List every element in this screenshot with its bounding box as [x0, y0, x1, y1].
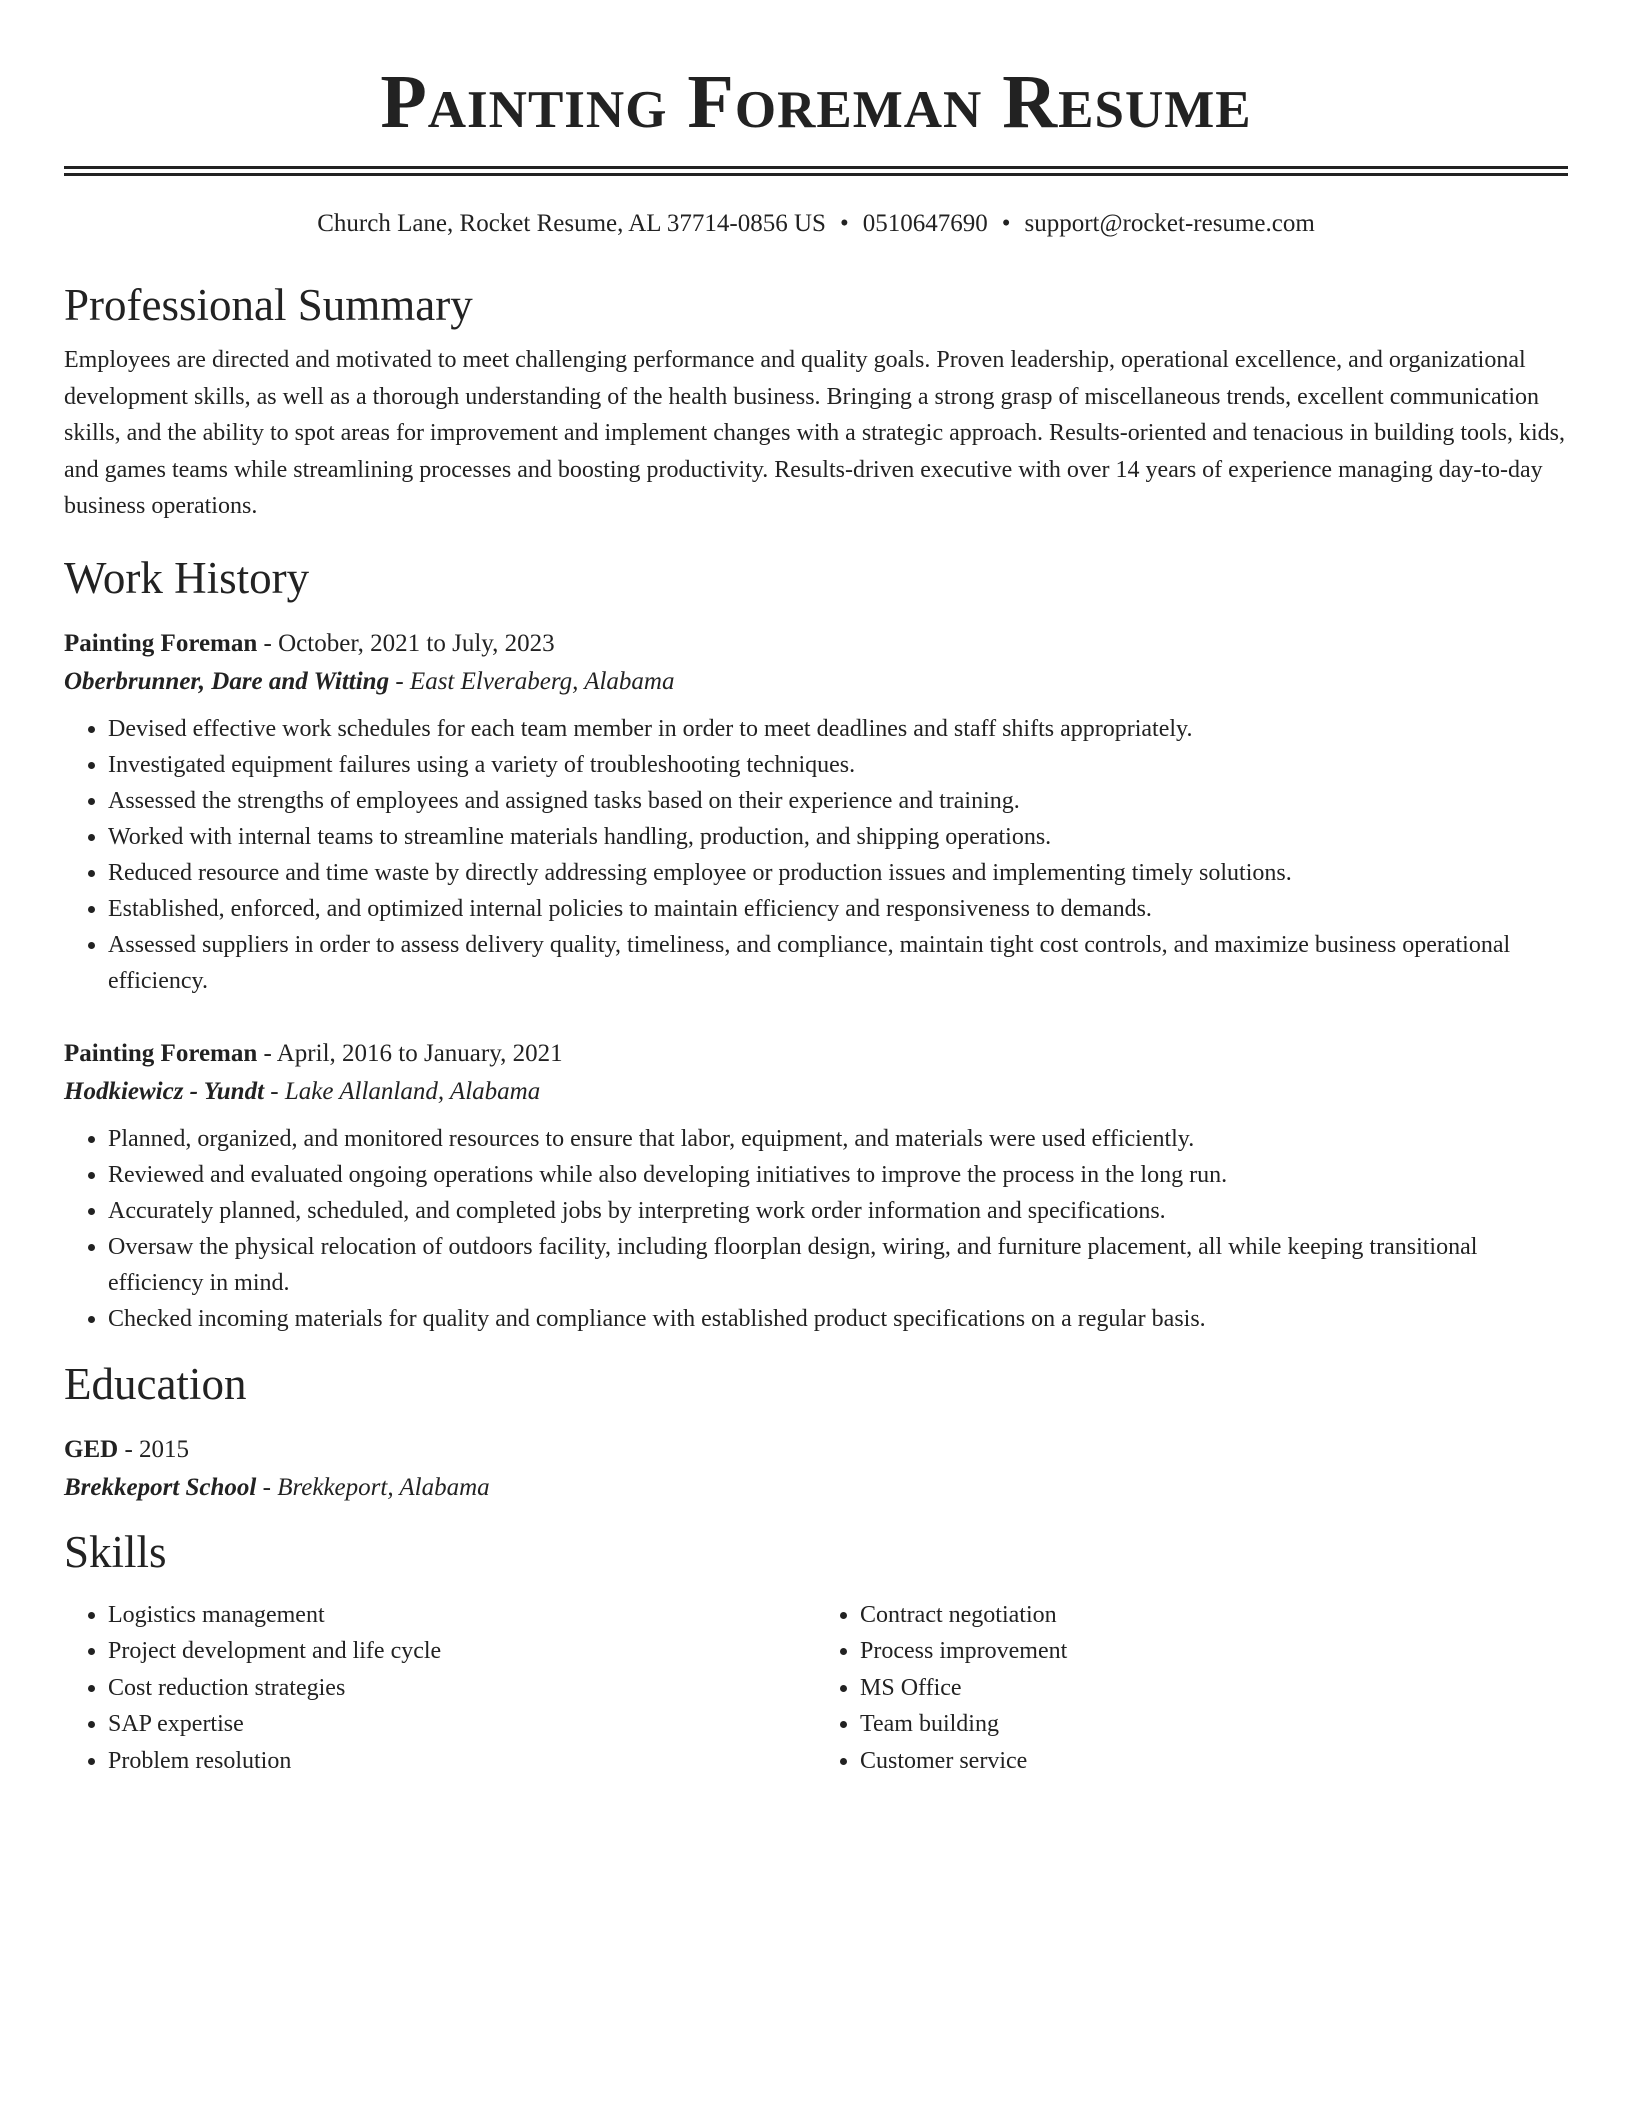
job-company-line	[64, 663, 1568, 701]
list-item: • Reviewed and evaluated ongoing operations while also developing initiatives to improve the process in the long run.	[108, 1157, 1568, 1193]
education-header	[64, 1431, 1568, 1469]
skill-item: • Contract negotiation	[860, 1597, 1568, 1634]
job-title: Painting Foreman	[64, 629, 258, 657]
education-school: Brekkeport School	[64, 1473, 257, 1501]
summary-text: Employees are directed and motivated to meet challenging performance and quality goals. Proven leadership, operational excellence, and organizational development skills, as well as a thorough understanding of the health business. Bringing a strong grasp of miscellaneous trends, excellent communication skills, and the ability to spot areas for improvement and implement changes with a strategic approach. Results-oriented and tenacious in building tools, kids, and games teams while streamlining processes and boosting productivity. Results-driven executive with over 14 years of experience managing day-to-day business operations.	[64, 347, 1565, 519]
job-header	[64, 1035, 1568, 1073]
list-item: • Oversaw the physical relocation of outdoors facility, including floorplan design, wiring, and furniture placement, all while keeping transitional efficiency in mind.	[108, 1229, 1568, 1301]
section-heading-summary: Professional Summary	[64, 280, 473, 330]
contact-email[interactable]: support@rocket-resume.com	[1024, 210, 1315, 237]
job-header	[64, 625, 1568, 663]
skill-item: • Team building	[860, 1706, 1568, 1743]
education-school-line	[64, 1469, 1568, 1507]
list-item: • Investigated equipment failures using a variety of troubleshooting techniques.	[108, 747, 1568, 783]
section-heading-education: Education	[64, 1358, 247, 1409]
skills-column-right	[816, 1597, 1568, 1780]
contact-phone: 0510647690	[862, 210, 988, 237]
contact-address: Church Lane, Rocket Resume, AL 37714-0856 US	[317, 210, 826, 237]
contact-separator: •	[1001, 210, 1011, 237]
education-entry	[64, 1431, 1568, 1507]
skill-item: • Customer service	[860, 1743, 1568, 1780]
section-heading-skills: Skills	[64, 1526, 167, 1577]
education-location: - Brekkeport, Alabama	[256, 1473, 490, 1501]
list-item: • Accurately planned, scheduled, and completed jobs by interpreting work order information and specifications.	[108, 1193, 1568, 1229]
skill-item: • Process improvement	[860, 1633, 1568, 1670]
job-title: Painting Foreman	[64, 1039, 258, 1067]
skills-column-left	[64, 1597, 816, 1780]
skill-item: • Problem resolution	[108, 1743, 816, 1780]
job-company: Hodkiewicz - Yundt	[64, 1077, 265, 1105]
list-item: • Assessed the strengths of employees and assigned tasks based on their experience and training.	[108, 783, 1568, 819]
list-item: • Worked with internal teams to streamline materials handling, production, and shipping operations.	[108, 819, 1568, 855]
job-company-line	[64, 1073, 1568, 1111]
title-divider	[64, 166, 1568, 176]
list-item: • Reduced resource and time waste by directly addressing employee or production issues and implementing timely solutions.	[108, 855, 1568, 891]
education-year: - 2015	[118, 1435, 190, 1463]
skill-item: • Cost reduction strategies	[108, 1670, 816, 1707]
job-dates: - April, 2016 to January, 2021	[257, 1039, 563, 1067]
list-item: • Devised effective work schedules for each team member in order to meet deadlines and staff shifts appropriately.	[108, 711, 1568, 747]
section-heading-work-history: Work History	[64, 552, 310, 603]
job-entry	[64, 625, 1568, 999]
list-item: • Checked incoming materials for quality and compliance with established product specifications on a regular basis.	[108, 1301, 1568, 1337]
job-dates: - October, 2021 to July, 2023	[257, 629, 555, 657]
skill-item: • MS Office	[860, 1670, 1568, 1707]
contact-separator: •	[839, 210, 849, 237]
list-item: • Established, enforced, and optimized internal policies to maintain efficiency and responsiveness to demands.	[108, 891, 1568, 927]
page-title: Painting Foreman Resume	[380, 60, 1252, 144]
education-degree: GED	[64, 1435, 119, 1463]
job-entry	[64, 1035, 1568, 1337]
contact-line	[64, 208, 1568, 240]
list-item: • Planned, organized, and monitored resources to ensure that labor, equipment, and materials were used efficiently.	[108, 1121, 1568, 1157]
skill-item: • SAP expertise	[108, 1706, 816, 1743]
job-company: Oberbrunner, Dare and Witting	[64, 667, 390, 695]
skills-list	[64, 1597, 1568, 1780]
job-bullets	[64, 711, 1568, 999]
list-item: • Assessed suppliers in order to assess delivery quality, timeliness, and compliance, maintain tight cost controls, and maximize business operational efficiency.	[108, 927, 1568, 999]
skill-item: • Logistics management	[108, 1597, 816, 1634]
job-location: - Lake Allanland, Alabama	[264, 1077, 541, 1105]
job-bullets	[64, 1121, 1568, 1337]
skill-item: • Project development and life cycle	[108, 1633, 816, 1670]
job-location: - East Elveraberg, Alabama	[389, 667, 675, 695]
